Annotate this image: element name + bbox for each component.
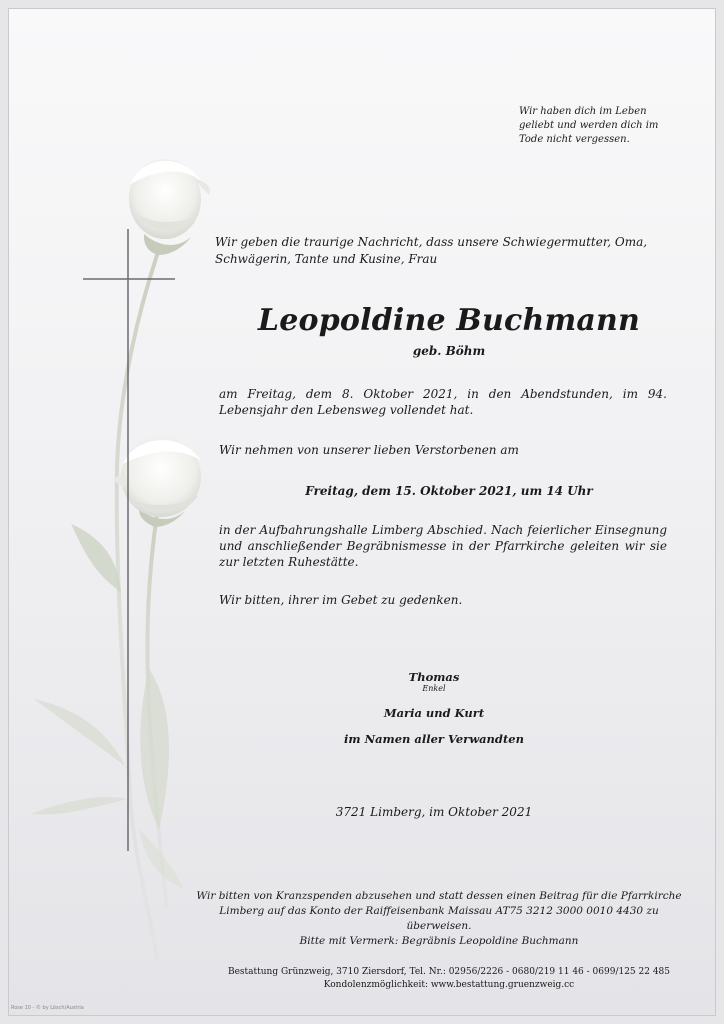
motto-line-1: Wir haben dich im Leben <box>519 106 647 117</box>
place-date: 3721 Limberg, im Oktober 2021 <box>335 805 533 819</box>
leaf-4 <box>31 797 127 815</box>
leaf-5 <box>139 829 184 889</box>
image-credit: Rose 10 - © by Lösch/Austria <box>11 1005 84 1011</box>
lower-rose <box>114 437 201 527</box>
deceased-name: Leopoldine Buchmann <box>257 303 641 338</box>
undertaker-line: Bestattung Grünzweig, 3710 Ziersdorf, Tel. Nr.: 02956/2226 - 0680/219 11 46 - 0699/125 22 485 <box>227 967 671 977</box>
donation-line-2: Limberg auf das Konto der Raiffeisenbank Maissau AT75 3212 3000 0010 4430 zu überweisen. <box>219 905 659 932</box>
leaf-1 <box>71 524 121 594</box>
prayer-text: Wir bitten, ihrer im Gebet zu gedenken. <box>219 593 463 607</box>
leaf-3 <box>34 699 131 779</box>
donation-line-3: Bitte mit Vermerk: Begräbnis Leopoldine Buchmann <box>299 935 579 947</box>
upper-rose <box>129 159 210 255</box>
maiden-name: geb. Böhm <box>412 344 486 358</box>
intro-text: Wir geben die traurige Nachricht, dass unsere Schwiegermutter, Oma, Schwägerin, Tante und Kusine, Frau <box>215 235 648 266</box>
condolence-line: Kondolenzmöglichkeit: www.bestattung.gruenzweig.cc <box>323 980 575 990</box>
mourner-relatives: im Namen aller Verwandten <box>344 732 524 746</box>
mourner-grandson-name: Thomas <box>408 670 460 684</box>
funeral-date: Freitag, dem 15. Oktober 2021, um 14 Uhr <box>305 484 593 498</box>
death-text: am Freitag, dem 8. Oktober 2021, in den Abendstunden, im 94. Lebensjahr den Lebensweg vollendet hat. <box>219 387 667 417</box>
mourner-grandson-relation: Enkel <box>422 684 446 693</box>
farewell-text: Wir nehmen von unserer lieben Verstorbenen am <box>219 443 519 457</box>
mourner-children: Maria und Kurt <box>383 706 485 720</box>
rose-artwork <box>9 9 716 1016</box>
motto-line-3: Tode nicht vergessen. <box>519 134 630 145</box>
motto-line-2: geliebt und werden dich im <box>519 120 659 131</box>
donation-line-1: Wir bitten von Kranzspenden abzusehen und statt dessen einen Beitrag für die Pfarrkirche <box>196 890 682 902</box>
leaf-2 <box>140 669 169 829</box>
obituary-sheet <box>8 8 716 1016</box>
donation-note <box>189 889 689 949</box>
ceremony-text: in der Aufbahrungshalle Limberg Abschied. Nach feierlicher Einsegnung und anschließender Begräbnismesse in der Pfarrkirche geleiten wir sie zur letzten Ruhestätte. <box>219 523 667 569</box>
undertaker-contact <box>199 966 699 992</box>
motto <box>519 105 709 147</box>
